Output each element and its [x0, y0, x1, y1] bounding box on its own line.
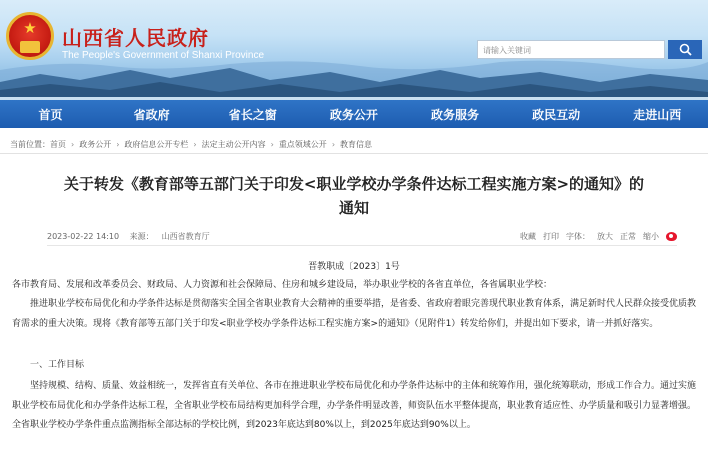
- breadcrumb-separator: ›: [270, 140, 274, 149]
- breadcrumb-item[interactable]: 首页: [50, 140, 66, 149]
- source-value: 山西省教育厅: [161, 232, 210, 241]
- section-heading: 一、工作目标: [30, 360, 85, 370]
- breadcrumb-separator: ›: [331, 140, 336, 149]
- font-normal-button[interactable]: 正常: [620, 232, 636, 241]
- body-paragraph: 坚持规模、结构、质量、效益相统一，发挥省直有关单位、各市在推进职业学校布局优化和办学条件达标中的主体和统筹作用，强化统筹联动，形成工作合力。通过实施职业学校布局优化和办学条件达标工程，全省职业学校布局结构更加科学合理，办学条件明显改善，师资队伍水平整体提高，职业教育适应性、办学质量和吸引力显著增强。全省职业学校办学条件重点监测指标全部达标的学校比例，到2023年底达到80%以上，到2025年底达到90%以上。: [12, 381, 697, 430]
- nav-about-shanxi[interactable]: 走进山西: [633, 107, 682, 122]
- publish-date: 2023-02-22 14:10: [47, 232, 120, 241]
- nav-provincial-government[interactable]: 省政府: [133, 107, 170, 122]
- addressee-paragraph: 各市教育局、发展和改革委员会、财政局、人力资源和社会保障局、住房和城乡建设局，举办职业学校的各省直单位，各省属职业学校：: [12, 280, 553, 290]
- nav-public-interaction[interactable]: 政民互动: [532, 107, 581, 122]
- breadcrumb-item[interactable]: 重点领域公开: [278, 140, 327, 149]
- article-title-line: 关于转发《教育部等五部门关于印发<职业学校办学条件达标工程实施方案>的通知》的: [63, 175, 645, 193]
- favorite-button[interactable]: 收藏: [520, 232, 536, 241]
- article-meta-bar: [47, 228, 677, 246]
- body-paragraph: 推进职业学校布局优化和办学条件达标是贯彻落实全国全省职业教育大会精神的重要举措，是省委、省政府着眼完善现代职业教育体系，满足新时代人民群众接受优质教育需求的重大决策。现将《教育部等五部门关于印发<职业学校办学条件达标工程实施方案>的通知》（见附件1）转发给你们，并提出如下要求，请一并抓好落实。: [12, 299, 697, 329]
- search-button[interactable]: [668, 40, 702, 59]
- article-title-line: 通知: [338, 199, 369, 217]
- search-input[interactable]: 请输入关键词: [477, 40, 665, 59]
- breadcrumb-separator: ›: [116, 140, 120, 149]
- national-emblem-icon: ★: [6, 12, 54, 60]
- site-subtitle: The People's Government of Shanxi Province: [62, 50, 265, 61]
- header-banner: [0, 0, 708, 100]
- nav-home[interactable]: 首页: [38, 107, 63, 122]
- breadcrumb-label: 当前位置：: [10, 140, 50, 149]
- nav-governor-window[interactable]: 省长之窗: [228, 107, 277, 122]
- article-title: [10, 172, 698, 220]
- font-size-label: 字体：: [566, 232, 590, 241]
- document-number: 晋教职成〔2023〕1号: [308, 262, 400, 272]
- site-title: 山西省人民政府: [62, 26, 209, 50]
- source-label: 来源：: [129, 232, 154, 241]
- breadcrumb: [0, 136, 708, 154]
- font-enlarge-button[interactable]: 放大: [597, 232, 613, 241]
- nav-government-affairs-disclosure[interactable]: 政务公开: [329, 107, 378, 122]
- nav-government-services[interactable]: 政务服务: [431, 107, 480, 122]
- breadcrumb-item[interactable]: 政府信息公开专栏: [124, 140, 189, 149]
- weibo-share-icon[interactable]: [666, 232, 677, 241]
- main-nav: [0, 100, 708, 128]
- breadcrumb-separator: ›: [193, 140, 197, 149]
- font-shrink-button[interactable]: 缩小: [643, 232, 659, 241]
- breadcrumb-item[interactable]: 教育信息: [340, 140, 373, 149]
- breadcrumb-item[interactable]: 法定主动公开内容: [201, 140, 266, 149]
- search-icon: [679, 43, 692, 56]
- breadcrumb-item[interactable]: 政务公开: [79, 140, 112, 149]
- print-button[interactable]: 打印: [543, 232, 559, 241]
- breadcrumb-separator: ›: [71, 140, 75, 149]
